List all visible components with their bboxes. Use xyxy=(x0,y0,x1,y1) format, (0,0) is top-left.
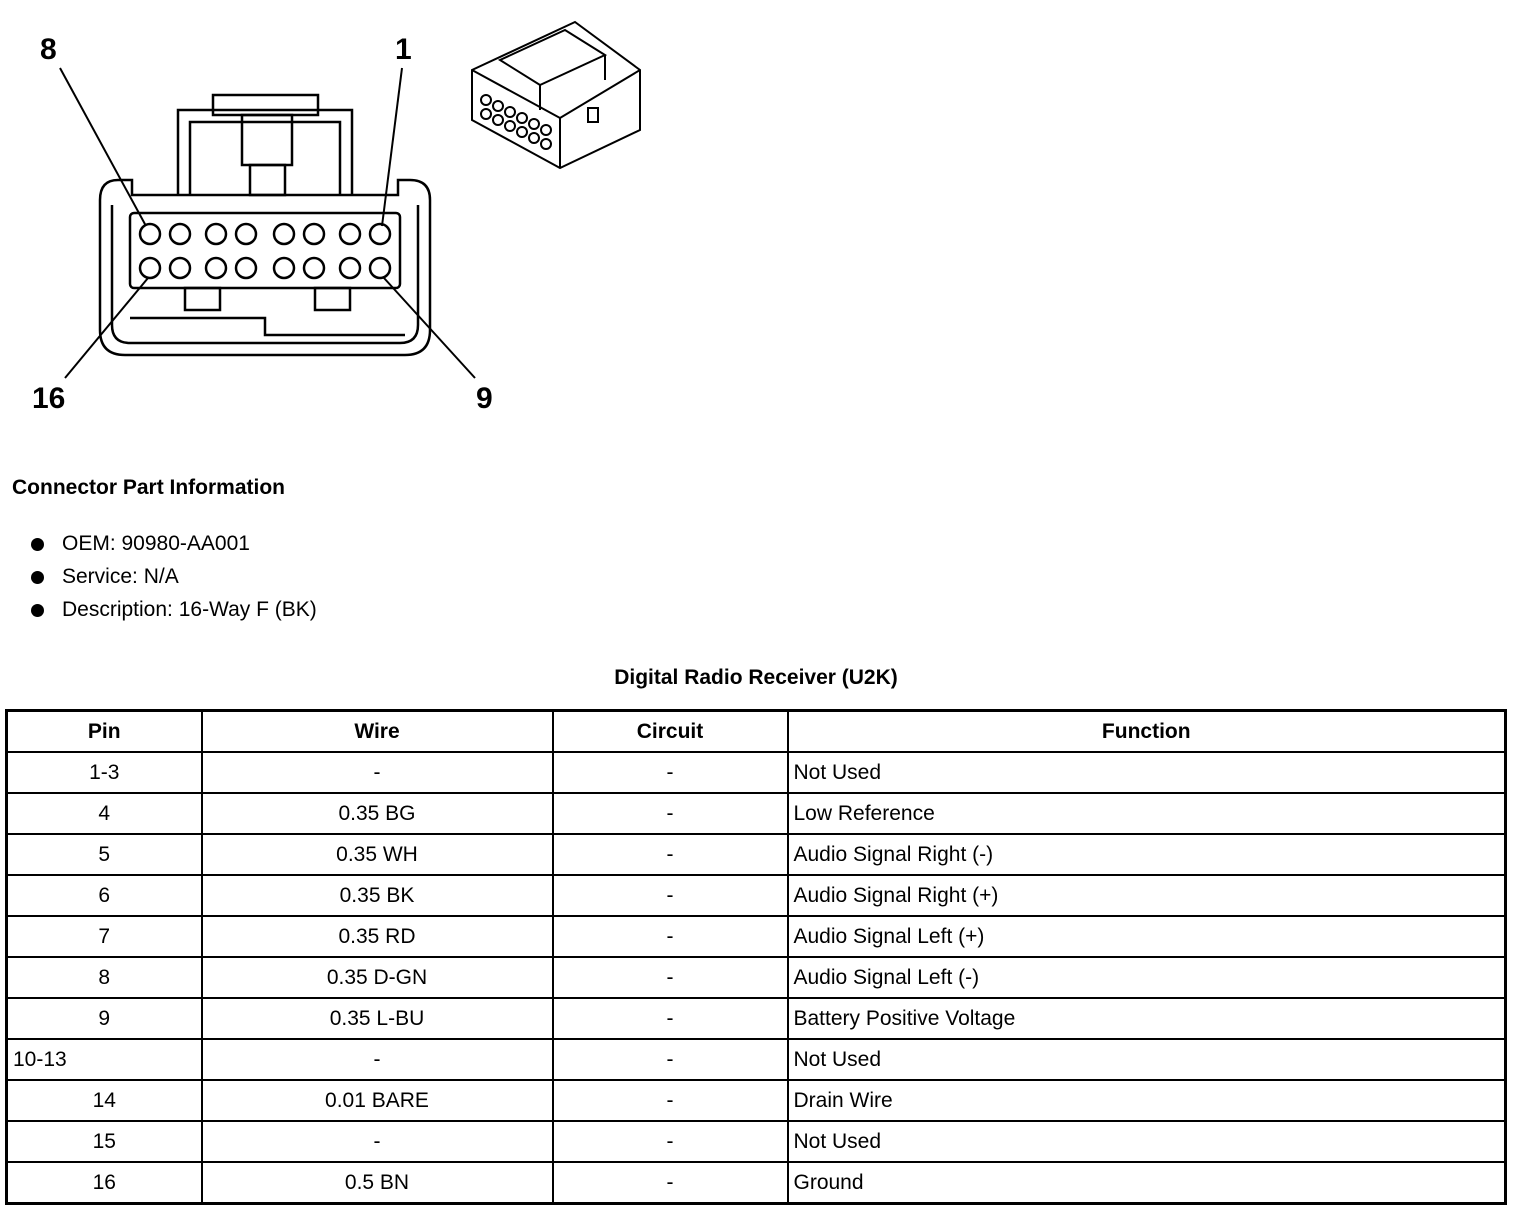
connector-info-list xyxy=(28,530,317,629)
cell-function: Audio Signal Right (+) xyxy=(788,875,1506,916)
cell-function: Audio Signal Right (-) xyxy=(788,834,1506,875)
pin-label-16: 16 xyxy=(32,382,66,415)
pinout-table-title: Digital Radio Receiver (U2K) xyxy=(614,666,898,689)
cell-wire: - xyxy=(202,752,553,793)
cell-circuit: - xyxy=(553,957,788,998)
cell-pin: 1-3 xyxy=(7,752,202,793)
cell-pin: 6 xyxy=(7,875,202,916)
cell-function: Audio Signal Left (+) xyxy=(788,916,1506,957)
cell-pin: 4 xyxy=(7,793,202,834)
table-row xyxy=(7,916,1506,957)
table-header-row xyxy=(7,711,1506,753)
info-item-description: Description: 16-Way F (BK) xyxy=(28,596,317,629)
table-row xyxy=(7,752,1506,793)
cell-circuit: - xyxy=(553,998,788,1039)
cell-circuit: - xyxy=(553,752,788,793)
pin-label-9: 9 xyxy=(476,382,493,415)
cell-wire: 0.01 BARE xyxy=(202,1080,553,1121)
header-pin: Pin xyxy=(7,711,202,753)
cell-function: Not Used xyxy=(788,1121,1506,1162)
cell-wire: 0.35 D-GN xyxy=(202,957,553,998)
connector-face-diagram xyxy=(0,0,700,440)
info-item-service: Service: N/A xyxy=(28,563,317,596)
table-row xyxy=(7,875,1506,916)
cell-circuit: - xyxy=(553,1039,788,1080)
cell-circuit: - xyxy=(553,793,788,834)
cell-pin: 16 xyxy=(7,1162,202,1204)
cell-circuit: - xyxy=(553,1162,788,1204)
table-row xyxy=(7,1121,1506,1162)
cell-function: Battery Positive Voltage xyxy=(788,998,1506,1039)
table-row xyxy=(7,998,1506,1039)
cell-wire: 0.35 L-BU xyxy=(202,998,553,1039)
cell-function: Audio Signal Left (-) xyxy=(788,957,1506,998)
cell-pin: 5 xyxy=(7,834,202,875)
cell-pin: 10-13 xyxy=(7,1039,202,1080)
cell-function: Not Used xyxy=(788,752,1506,793)
header-function: Function xyxy=(788,711,1506,753)
cell-pin: 8 xyxy=(7,957,202,998)
connector-info-title: Connector Part Information xyxy=(12,476,286,499)
cell-wire: 0.35 WH xyxy=(202,834,553,875)
pin-label-1: 1 xyxy=(395,33,412,66)
info-item-oem: OEM: 90980-AA001 xyxy=(28,530,317,563)
connector-iso-view xyxy=(472,22,640,168)
cell-wire: 0.35 BK xyxy=(202,875,553,916)
table-row xyxy=(7,793,1506,834)
cell-circuit: - xyxy=(553,1121,788,1162)
table-row xyxy=(7,1039,1506,1080)
cell-circuit: - xyxy=(553,875,788,916)
header-circuit: Circuit xyxy=(553,711,788,753)
cell-pin: 7 xyxy=(7,916,202,957)
cell-wire: - xyxy=(202,1039,553,1080)
cell-function: Low Reference xyxy=(788,793,1506,834)
cell-wire: - xyxy=(202,1121,553,1162)
table-row xyxy=(7,957,1506,998)
pinout-table xyxy=(5,709,1507,1205)
cell-circuit: - xyxy=(553,916,788,957)
cell-wire: 0.35 RD xyxy=(202,916,553,957)
cell-function: Not Used xyxy=(788,1039,1506,1080)
pin-label-8: 8 xyxy=(40,33,57,66)
table-row xyxy=(7,1162,1506,1204)
cell-wire: 0.5 BN xyxy=(202,1162,553,1204)
cell-pin: 15 xyxy=(7,1121,202,1162)
table-row xyxy=(7,834,1506,875)
cell-function: Drain Wire xyxy=(788,1080,1506,1121)
cell-pin: 9 xyxy=(7,998,202,1039)
cell-wire: 0.35 BG xyxy=(202,793,553,834)
cell-pin: 14 xyxy=(7,1080,202,1121)
table-row xyxy=(7,1080,1506,1121)
header-wire: Wire xyxy=(202,711,553,753)
cell-circuit: - xyxy=(553,834,788,875)
cell-circuit: - xyxy=(553,1080,788,1121)
cell-function: Ground xyxy=(788,1162,1506,1204)
